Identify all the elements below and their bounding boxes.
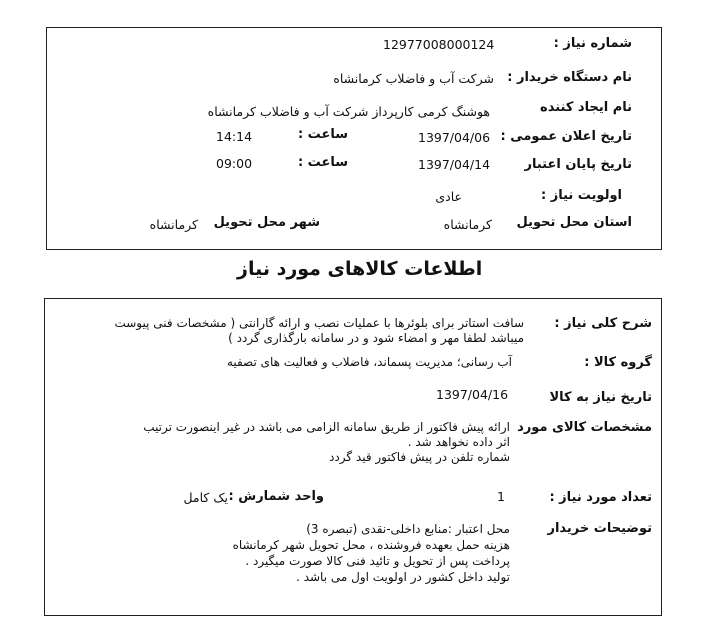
deadline-label: تاریخ پایان اعتبار	[524, 157, 632, 172]
need-date-label: تاریخ نیاز به کالا	[549, 390, 652, 405]
specs-text	[143, 420, 510, 465]
need-number-value: 12977008000124	[383, 37, 495, 52]
announce-time-value: 14:14	[216, 129, 253, 144]
buyer-org-label: نام دستگاه خریدار :	[507, 70, 632, 85]
summary-label: شرح کلی نیاز :	[554, 316, 652, 331]
delivery-province-value: کرمانشاه	[443, 217, 492, 232]
priority-value: عادی	[435, 189, 462, 204]
summary-line: سافت استاتر برای بلوئرها با عملیات نصب و ارائه گارانتی ( مشخصات فنی پیوست	[114, 316, 524, 330]
buyer-notes-line: محل اعتبار :منابع داخلی-نقدی (تبصره 3)	[306, 522, 510, 536]
announce-time-label: ساعت :	[297, 127, 348, 142]
deadline-time-value: 09:00	[216, 156, 253, 171]
delivery-city-label: شهر محل تحویل	[213, 215, 320, 230]
specs-label: مشخصات کالای مورد	[517, 420, 652, 435]
quantity-label: تعداد مورد نیاز :	[549, 490, 652, 505]
need-date-value: 1397/04/16	[436, 387, 509, 402]
delivery-city-value: کرمانشاه	[149, 217, 198, 232]
deadline-date-value: 1397/04/14	[418, 157, 491, 172]
announce-date-label: تاریخ اعلان عمومی :	[500, 129, 632, 144]
summary-line: میباشد لطفا مهر و امضاء شود و در سامانه بارگذاری گردد )	[228, 331, 524, 345]
summary-text	[114, 316, 524, 346]
specs-line: اثر داده نخواهد شد .	[407, 435, 510, 449]
priority-label: اولویت نیاز :	[540, 188, 622, 203]
deadline-time-label: ساعت :	[297, 155, 348, 170]
buyer-notes-text	[233, 521, 510, 585]
unit-label: واحد شمارش :	[228, 489, 324, 504]
buyer-notes-line: تولید داخل کشور در اولویت اول می باشد .	[296, 570, 510, 584]
buyer-notes-label: توضیحات خریدار	[547, 521, 652, 536]
section-title: اطلاعات کالاهای مورد نیاز	[237, 258, 483, 280]
goods-group-label: گروه کالا :	[584, 355, 652, 370]
buyer-notes-line: هزینه حمل بعهده فروشنده ، محل تحویل شهر کرمانشاه	[232, 538, 510, 552]
creator-label: نام ایجاد کننده	[540, 100, 632, 115]
delivery-province-label: استان محل تحویل	[516, 215, 632, 230]
specs-line: شماره تلفن در پیش فاکتور قید گردد	[329, 450, 510, 464]
goods-group-value: آب رسانی؛ مدیریت پسماند، فاضلاب و فعالیت های تصفیه	[226, 355, 512, 369]
buyer-org-value: شرکت آب و فاضلاب کرمانشاه	[333, 71, 494, 86]
need-number-label: شماره نیاز :	[553, 36, 632, 51]
creator-value: هوشنگ کرمی کارپرداز شرکت آب و فاضلاب کرمانشاه	[207, 104, 490, 119]
specs-line: ارائه پیش فاکتور از طریق سامانه الزامی می باشد در غیر اینصورت ترتیب	[143, 420, 510, 434]
unit-value: یک کامل	[183, 490, 228, 505]
buyer-notes-line: پرداخت پس از تحویل و تائید فنی کالا صورت میگیرد .	[245, 554, 510, 568]
quantity-value: 1	[497, 489, 505, 504]
announce-date-value: 1397/04/06	[418, 130, 491, 145]
